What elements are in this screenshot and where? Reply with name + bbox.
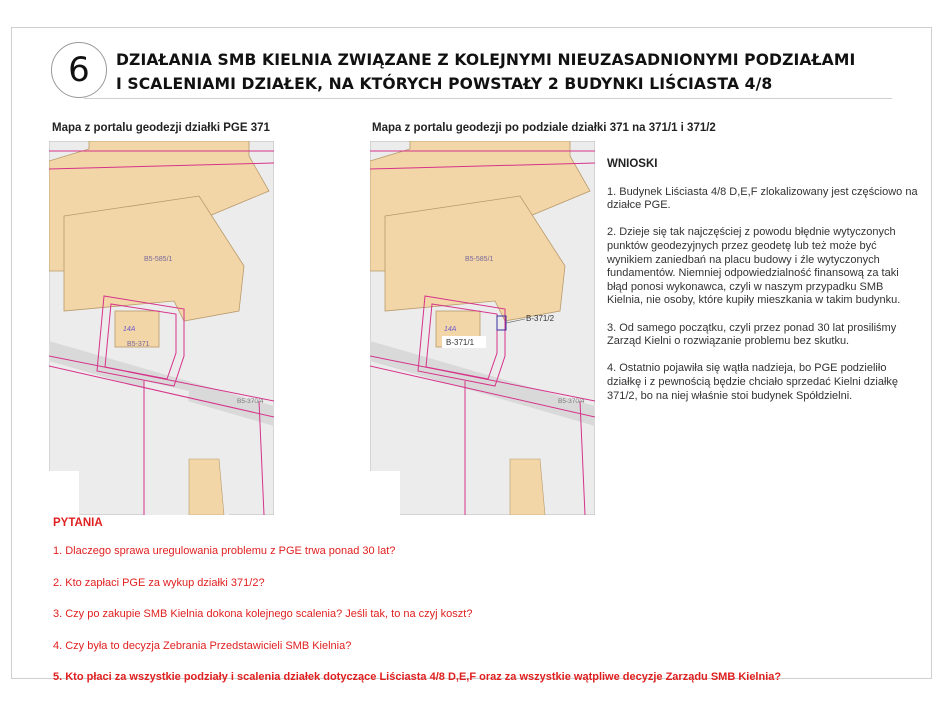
slide-number: 6 [68, 50, 90, 90]
conclusion-item: 2. Dzieje się tak najczęściej z powodu błędnie wytyczonych punktów geodezyjnych przez geodetę lub też może być wynikiem zaniedbań na placu budowy i źle wytyczonych fundamentów. Niemniej odpowiedzialność finansową za taki błąd ponosi wykonawca, czyli w naszym przypadku SMB Kielnia, nie osoby, które kupiły mieszkania w takim budynku. [607, 226, 901, 307]
map-left-plot-label: B5-371 [127, 341, 150, 348]
map-right-building-label: B5-585/1 [465, 256, 494, 263]
conclusion-item: 4. Ostatnio pojawiła się wątła nadzieja, bo PGE podzieliło działkę i z pewnością będzie chciało sprzedać Kielni działkę 371/2, bo na niej właśnie stoi budynek Spółdzielni. [607, 362, 899, 402]
map-left-canvas [49, 141, 274, 515]
question-item: 2. Kto zapłaci PGE za wykup działki 371/2? [53, 576, 265, 589]
map-right-plot-1-label: B-371/1 [446, 338, 475, 347]
question-item: 4. Czy była to decyzja Zebrania Przedstawicieli SMB Kielnia? [53, 639, 352, 652]
map-left-building-label: B5-585/1 [144, 256, 173, 263]
slide-title [116, 48, 906, 96]
questions-heading: PYTANIA [53, 517, 103, 529]
conclusion-item: 3. Od samego początku, czyli przez ponad 30 lat prosiliśmy Zarząd Kielni o rozwiązanie problemu bez skutku. [607, 321, 897, 348]
map-left [49, 141, 274, 515]
map-right-canvas [370, 141, 595, 515]
map-left-caption: Mapa z portalu geodezji działki PGE 371 [52, 122, 270, 134]
title-divider [84, 98, 892, 99]
question-item: 1. Dlaczego sprawa uregulowania problemu z PGE trwa ponad 30 lat? [53, 545, 396, 557]
conclusions-panel [607, 158, 919, 417]
map-left-house-number: 14A [123, 326, 136, 333]
map-right-road-label: B5-370/4 [558, 398, 585, 405]
map-left-road-label: B5-370/4 [237, 398, 264, 405]
slide-title-line-2: I SCALENIAMI DZIAŁEK, NA KTÓRYCH POWSTAŁY 2 BUDYNKI LIŚCIASTA 4/8 [116, 75, 773, 93]
questions-panel [53, 517, 913, 703]
map-right-caption: Mapa z portalu geodezji po podziale działki 371 na 371/1 i 371/2 [372, 122, 716, 134]
question-item-final: 5. Kto płaci za wszystkie podziały i scalenia działek dotyczące Liściasta 4/8 D,E,F oraz za wszystkie wątpliwe decyzje Zarządu SMB Kielnia? [53, 671, 782, 683]
conclusions-heading: WNIOSKI [607, 158, 658, 170]
conclusion-item: 1. Budynek Liściasta 4/8 D,E,F zlokalizowany jest częściowo na działce PGE. [607, 185, 918, 212]
slide-title-line-1: DZIAŁANIA SMB KIELNIA ZWIĄZANE Z KOLEJNYMI NIEUZASADNIONYMI PODZIAŁAMI [116, 51, 856, 69]
map-right-house-number: 14A [444, 326, 457, 333]
map-right-plot-2-label: B-371/2 [526, 314, 555, 323]
question-item: 3. Czy po zakupie SMB Kielnia dokona kolejnego scalenia? Jeśli tak, to na czyj koszt? [53, 608, 473, 620]
map-right [370, 141, 595, 515]
